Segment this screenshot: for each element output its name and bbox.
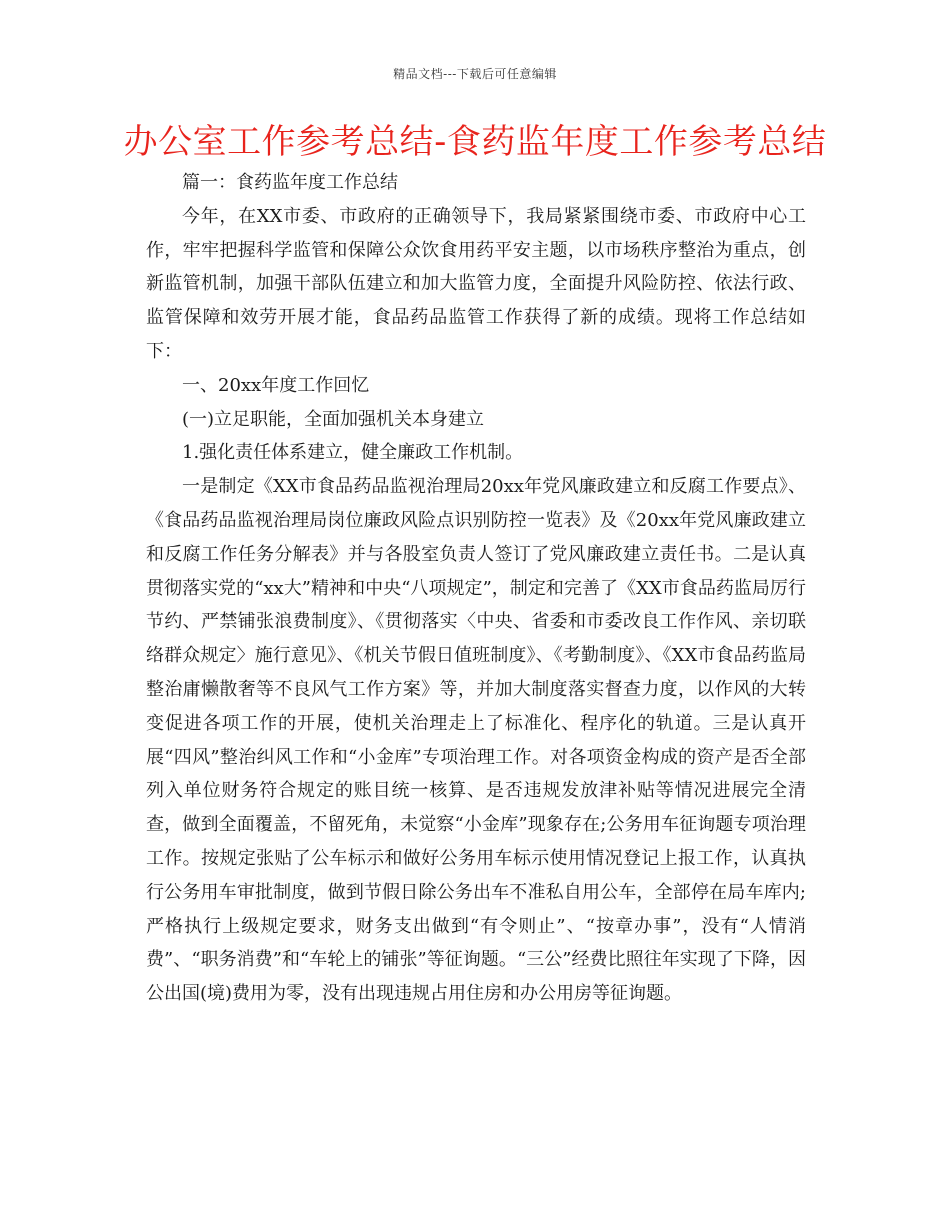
document-body (146, 166, 806, 1011)
paragraph-intro: 今年，在XX市委、市政府的正确领导下，我局紧紧围绕市委、市政府中心工作，牢牢把握科学监管和保障公众饮食用药平安主题，以市场秩序整治为重点，创新监管机制，加强干部队伍建立和加大监管力度，全面提升风险防控、依法行政、监管保障和效劳开展才能，食品药品监管工作获得了新的成绩。现将工作总结如下： (146, 205, 806, 362)
subsection-heading: (一)立足职能，全面加强机关本身建立 (182, 408, 485, 430)
header-note: 精品文档---下载后可任意编辑 (393, 67, 557, 81)
item-heading: 1.强化责任体系建立，健全廉政工作机制。 (182, 442, 524, 464)
section-heading-article: 篇一：食药监年度工作总结 (182, 172, 398, 193)
document-title: 办公室工作参考总结-食药监年度工作参考总结 (123, 122, 827, 162)
section-heading-review: 一、20xx年度工作回忆 (182, 374, 370, 396)
paragraph-body: 一是制定《XX市食品药品监视治理局20xx年党风廉政建立和反腐工作要点》、《食品药品监视治理局岗位廉政风险点识别防控一览表》及《20xx年党风廉政建立和反腐工作任务分解表》并与各股室负责人签订了党风廉政建立责任书。二是认真贯彻落实党的“xx大”精神和中央“八项规定”，制定和完善了《XX市食品药监局厉行节约、严禁铺张浪费制度》、《贯彻落实〈中央、省委和市委改良工作作风、亲切联络群众规定〉施行意见》、《机关节假日值班制度》、《考勤制度》、《XX市食品药监局整治庸懒散奢等不良风气工作方案》等，并加大制度落实督查力度，以作风的大转变促进各项工作的开展，使机关治理走上了标准化、程序化的轨道。三是认真开展“四风”整治纠风工作和“小金库”专项治理工作。对各项资金构成的资产是否全部列入单位财务符合规定的账目统一核算、是否违规发放津补贴等情况进展完全清查，做到全面覆盖，不留死角，未觉察“小金库”现象存在;公务用车征询题专项治理工作。按规定张贴了公车标示和做好公务用车标示使用情况登记上报工作，认真执行公务用车审批制度，做到节假日除公务出车不准私自用公车，全部停在局车库内;严格执行上级规定要求，财务支出做到“有令则止”、“按章办事”，没有“人情消费”、“职务消费”和“车轮上的铺张”等征询题。“三公”经费比照往年实现了下降，因公出国(境)费用为零，没有出现违规占用住房和办公用房等征询题。 (146, 476, 806, 1005)
